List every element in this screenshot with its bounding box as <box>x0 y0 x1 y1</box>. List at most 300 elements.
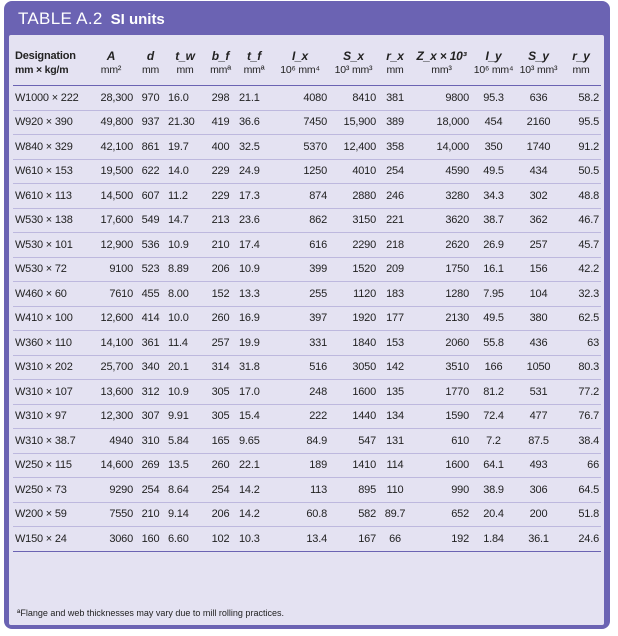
cell-iy: 1.84 <box>471 527 516 552</box>
cell-sx: 2880 <box>329 184 378 209</box>
cell-iy: 64.1 <box>471 453 516 478</box>
cell-rx: 209 <box>378 257 412 282</box>
cell-rx: 389 <box>378 110 412 135</box>
cell-sx: 1600 <box>329 380 378 405</box>
cell-iy: 49.5 <box>471 159 516 184</box>
cell-area: 25,700 <box>87 355 135 380</box>
col-header-sx <box>329 35 378 86</box>
header-unit: mm <box>386 64 404 76</box>
cell-sx: 1840 <box>329 331 378 356</box>
cell-rx: 114 <box>378 453 412 478</box>
cell-sx: 3150 <box>329 208 378 233</box>
cell-ry: 77.2 <box>561 380 601 405</box>
header-symbol: r_y <box>572 49 590 63</box>
cell-rx: 177 <box>378 306 412 331</box>
cell-designation: W1000 × 222 <box>13 86 87 111</box>
col-header-rx <box>378 35 412 86</box>
cell-flange-thickness: 10.9 <box>237 257 271 282</box>
header-unit: mm³ <box>431 64 452 76</box>
cell-depth: 340 <box>135 355 166 380</box>
cell-sy: 2160 <box>516 110 561 135</box>
cell-zx: 4590 <box>412 159 471 184</box>
cell-web-thickness: 21.30 <box>166 110 204 135</box>
cell-sy: 362 <box>516 208 561 233</box>
cell-zx: 1590 <box>412 404 471 429</box>
cell-flange-thickness: 22.1 <box>237 453 271 478</box>
cell-designation: W840 × 329 <box>13 135 87 160</box>
cell-rx: 134 <box>378 404 412 429</box>
cell-flange-width: 229 <box>204 159 237 184</box>
header-unit: mm × kg/m <box>15 64 69 76</box>
cell-sx: 1120 <box>329 282 378 307</box>
cell-rx: 142 <box>378 355 412 380</box>
cell-flange-thickness: 36.6 <box>237 110 271 135</box>
cell-iy: 7.2 <box>471 429 516 454</box>
cell-depth: 312 <box>135 380 166 405</box>
cell-ry: 38.4 <box>561 429 601 454</box>
cell-zx: 610 <box>412 429 471 454</box>
cell-rx: 358 <box>378 135 412 160</box>
cell-sy: 156 <box>516 257 561 282</box>
table-subtitle: SI units <box>110 11 165 28</box>
cell-ry: 50.5 <box>561 159 601 184</box>
cell-iy: 350 <box>471 135 516 160</box>
col-header-depth <box>135 35 166 86</box>
cell-depth: 861 <box>135 135 166 160</box>
cell-rx: 246 <box>378 184 412 209</box>
table-row <box>13 159 601 184</box>
cell-depth: 523 <box>135 257 166 282</box>
cell-sy: 380 <box>516 306 561 331</box>
cell-rx: 110 <box>378 478 412 503</box>
table-body <box>13 86 601 552</box>
table-row <box>13 86 601 111</box>
header-symbol: t_f <box>246 49 262 63</box>
cell-sy: 104 <box>516 282 561 307</box>
header-symbol: d <box>146 49 155 63</box>
table-row <box>13 233 601 258</box>
cell-web-thickness: 19.7 <box>166 135 204 160</box>
cell-ix: 60.8 <box>271 502 329 527</box>
cell-zx: 2130 <box>412 306 471 331</box>
cell-flange-width: 260 <box>204 306 237 331</box>
cell-area: 17,600 <box>87 208 135 233</box>
cell-sx: 167 <box>329 527 378 552</box>
cell-area: 7550 <box>87 502 135 527</box>
cell-flange-width: 206 <box>204 257 237 282</box>
cell-flange-width: 260 <box>204 453 237 478</box>
cell-zx: 3620 <box>412 208 471 233</box>
cell-flange-width: 254 <box>204 478 237 503</box>
cell-sx: 582 <box>329 502 378 527</box>
table-row <box>13 184 601 209</box>
cell-area: 9100 <box>87 257 135 282</box>
col-header-flange-thickness <box>237 35 271 86</box>
table-row <box>13 208 601 233</box>
cell-web-thickness: 11.4 <box>166 331 204 356</box>
cell-zx: 1770 <box>412 380 471 405</box>
cell-flange-width: 305 <box>204 404 237 429</box>
cell-flange-width: 314 <box>204 355 237 380</box>
cell-area: 49,800 <box>87 110 135 135</box>
cell-flange-width: 298 <box>204 86 237 111</box>
cell-iy: 7.95 <box>471 282 516 307</box>
cell-iy: 26.9 <box>471 233 516 258</box>
cell-designation: W250 × 73 <box>13 478 87 503</box>
cell-rx: 89.7 <box>378 502 412 527</box>
cell-sy: 436 <box>516 331 561 356</box>
cell-depth: 307 <box>135 404 166 429</box>
cell-ix: 516 <box>271 355 329 380</box>
col-header-area <box>87 35 135 86</box>
cell-zx: 2060 <box>412 331 471 356</box>
cell-iy: 34.3 <box>471 184 516 209</box>
cell-flange-thickness: 14.2 <box>237 478 271 503</box>
table-row <box>13 306 601 331</box>
cell-ry: 32.3 <box>561 282 601 307</box>
cell-flange-width: 152 <box>204 282 237 307</box>
table-row <box>13 110 601 135</box>
cell-sx: 1920 <box>329 306 378 331</box>
cell-ry: 66 <box>561 453 601 478</box>
cell-iy: 38.7 <box>471 208 516 233</box>
cell-ry: 62.5 <box>561 306 601 331</box>
header-symbol: r_x <box>386 49 404 63</box>
cell-area: 28,300 <box>87 86 135 111</box>
header-symbol: t_w <box>175 49 195 63</box>
cell-ry: 64.5 <box>561 478 601 503</box>
cell-ry: 42.2 <box>561 257 601 282</box>
cell-zx: 1280 <box>412 282 471 307</box>
cell-flange-thickness: 19.9 <box>237 331 271 356</box>
cell-zx: 1600 <box>412 453 471 478</box>
cell-sy: 1740 <box>516 135 561 160</box>
cell-depth: 254 <box>135 478 166 503</box>
cell-flange-thickness: 24.9 <box>237 159 271 184</box>
cell-iy: 72.4 <box>471 404 516 429</box>
cell-designation: W530 × 72 <box>13 257 87 282</box>
cell-zx: 14,000 <box>412 135 471 160</box>
table-row <box>13 404 601 429</box>
cell-ry: 95.5 <box>561 110 601 135</box>
cell-rx: 153 <box>378 331 412 356</box>
cell-designation: W460 × 60 <box>13 282 87 307</box>
cell-ry: 24.6 <box>561 527 601 552</box>
cell-sy: 306 <box>516 478 561 503</box>
cell-web-thickness: 16.0 <box>166 86 204 111</box>
cell-designation: W610 × 153 <box>13 159 87 184</box>
cell-zx: 990 <box>412 478 471 503</box>
cell-sx: 4010 <box>329 159 378 184</box>
cell-sy: 87.5 <box>516 429 561 454</box>
cell-designation: W310 × 97 <box>13 404 87 429</box>
cell-sx: 895 <box>329 478 378 503</box>
table-panel <box>9 35 604 625</box>
header-symbol: Designation <box>15 50 76 62</box>
cell-rx: 218 <box>378 233 412 258</box>
cell-sx: 3050 <box>329 355 378 380</box>
table-row <box>13 380 601 405</box>
cell-flange-thickness: 16.9 <box>237 306 271 331</box>
cell-web-thickness: 13.5 <box>166 453 204 478</box>
cell-flange-thickness: 17.3 <box>237 184 271 209</box>
cell-sx: 2290 <box>329 233 378 258</box>
header-unit: mm² <box>100 64 122 76</box>
col-header-ix <box>271 35 329 86</box>
cell-depth: 970 <box>135 86 166 111</box>
cell-zx: 192 <box>412 527 471 552</box>
cell-web-thickness: 5.84 <box>166 429 204 454</box>
cell-designation: W610 × 113 <box>13 184 87 209</box>
header-unit: mm <box>572 64 590 76</box>
cell-zx: 9800 <box>412 86 471 111</box>
table-row <box>13 478 601 503</box>
cell-rx: 66 <box>378 527 412 552</box>
cell-ry: 63 <box>561 331 601 356</box>
cell-depth: 607 <box>135 184 166 209</box>
header-symbol: Z_x × 10³ <box>416 49 467 63</box>
col-header-web-thickness <box>166 35 204 86</box>
cell-flange-width: 400 <box>204 135 237 160</box>
cell-depth: 361 <box>135 331 166 356</box>
cell-iy: 166 <box>471 355 516 380</box>
table-row <box>13 257 601 282</box>
cell-depth: 414 <box>135 306 166 331</box>
cell-flange-thickness: 17.4 <box>237 233 271 258</box>
cell-ix: 5370 <box>271 135 329 160</box>
cell-web-thickness: 10.0 <box>166 306 204 331</box>
cell-ix: 255 <box>271 282 329 307</box>
cell-ix: 189 <box>271 453 329 478</box>
col-header-designation <box>13 35 87 86</box>
cell-area: 42,100 <box>87 135 135 160</box>
cell-web-thickness: 20.1 <box>166 355 204 380</box>
cell-ry: 46.7 <box>561 208 601 233</box>
header-symbol: S_y <box>528 49 549 63</box>
cell-web-thickness: 8.64 <box>166 478 204 503</box>
cell-web-thickness: 8.89 <box>166 257 204 282</box>
cell-ix: 84.9 <box>271 429 329 454</box>
cell-flange-width: 102 <box>204 527 237 552</box>
cell-zx: 3510 <box>412 355 471 380</box>
table-number: TABLE A.2 <box>18 9 103 28</box>
cell-web-thickness: 11.2 <box>166 184 204 209</box>
table-title <box>18 7 165 31</box>
cell-iy: 81.2 <box>471 380 516 405</box>
cell-ry: 76.7 <box>561 404 601 429</box>
cell-depth: 310 <box>135 429 166 454</box>
header-unit: mm <box>176 64 194 76</box>
cell-area: 13,600 <box>87 380 135 405</box>
cell-ix: 862 <box>271 208 329 233</box>
table-row <box>13 331 601 356</box>
table-row <box>13 502 601 527</box>
cell-area: 7610 <box>87 282 135 307</box>
table-frame <box>4 1 610 629</box>
cell-designation: W360 × 110 <box>13 331 87 356</box>
cell-ry: 58.2 <box>561 86 601 111</box>
header-unit: 10⁶ mm⁴ <box>473 64 514 76</box>
cell-flange-width: 206 <box>204 502 237 527</box>
cell-designation: W310 × 38.7 <box>13 429 87 454</box>
cell-sx: 1410 <box>329 453 378 478</box>
cell-sx: 15,900 <box>329 110 378 135</box>
cell-web-thickness: 10.9 <box>166 380 204 405</box>
cell-zx: 2620 <box>412 233 471 258</box>
cell-iy: 95.3 <box>471 86 516 111</box>
cell-flange-thickness: 13.3 <box>237 282 271 307</box>
cell-area: 14,100 <box>87 331 135 356</box>
table-row <box>13 135 601 160</box>
cell-rx: 221 <box>378 208 412 233</box>
col-header-flange-width <box>204 35 237 86</box>
cell-rx: 135 <box>378 380 412 405</box>
cell-sx: 8410 <box>329 86 378 111</box>
cell-depth: 622 <box>135 159 166 184</box>
cell-ry: 48.8 <box>561 184 601 209</box>
cell-sy: 200 <box>516 502 561 527</box>
cell-web-thickness: 9.14 <box>166 502 204 527</box>
cell-ix: 874 <box>271 184 329 209</box>
table-row <box>13 453 601 478</box>
header-symbol: b_f <box>211 49 230 63</box>
cell-ix: 616 <box>271 233 329 258</box>
cell-iy: 49.5 <box>471 306 516 331</box>
header-symbol: A <box>106 49 116 63</box>
col-header-sy <box>516 35 561 86</box>
cell-iy: 16.1 <box>471 257 516 282</box>
cell-flange-width: 229 <box>204 184 237 209</box>
cell-zx: 3280 <box>412 184 471 209</box>
cell-ix: 331 <box>271 331 329 356</box>
cell-iy: 55.8 <box>471 331 516 356</box>
cell-ix: 7450 <box>271 110 329 135</box>
cell-flange-width: 210 <box>204 233 237 258</box>
cell-depth: 269 <box>135 453 166 478</box>
col-header-zx <box>412 35 471 86</box>
cell-depth: 210 <box>135 502 166 527</box>
cell-sy: 302 <box>516 184 561 209</box>
cell-designation: W310 × 202 <box>13 355 87 380</box>
col-header-iy <box>471 35 516 86</box>
cell-sy: 1050 <box>516 355 561 380</box>
header-symbol: I_y <box>485 49 502 63</box>
cell-ix: 248 <box>271 380 329 405</box>
cell-flange-thickness: 14.2 <box>237 502 271 527</box>
table-row <box>13 429 601 454</box>
col-header-ry <box>561 35 601 86</box>
cell-depth: 536 <box>135 233 166 258</box>
cell-flange-width: 213 <box>204 208 237 233</box>
cell-sy: 434 <box>516 159 561 184</box>
cell-area: 12,600 <box>87 306 135 331</box>
cell-ry: 45.7 <box>561 233 601 258</box>
cell-designation: W920 × 390 <box>13 110 87 135</box>
cell-zx: 1750 <box>412 257 471 282</box>
header-symbol: I_x <box>291 49 309 63</box>
cell-sy: 36.1 <box>516 527 561 552</box>
cell-iy: 20.4 <box>471 502 516 527</box>
header-unit: 10³ mm³ <box>334 64 373 76</box>
cell-flange-thickness: 21.1 <box>237 86 271 111</box>
cell-designation: W310 × 107 <box>13 380 87 405</box>
cell-flange-thickness: 10.3 <box>237 527 271 552</box>
cell-designation: W530 × 138 <box>13 208 87 233</box>
cell-ix: 397 <box>271 306 329 331</box>
table-row <box>13 527 601 552</box>
cell-sx: 12,400 <box>329 135 378 160</box>
cell-flange-width: 419 <box>204 110 237 135</box>
cell-sx: 547 <box>329 429 378 454</box>
cell-area: 9290 <box>87 478 135 503</box>
cell-web-thickness: 8.00 <box>166 282 204 307</box>
cell-rx: 254 <box>378 159 412 184</box>
cell-ry: 80.3 <box>561 355 601 380</box>
header-unit: mmª <box>243 64 265 76</box>
cell-depth: 549 <box>135 208 166 233</box>
header-symbol: S_x <box>343 49 364 63</box>
cell-ix: 113 <box>271 478 329 503</box>
cell-designation: W150 × 24 <box>13 527 87 552</box>
header-row <box>13 35 601 86</box>
cell-designation: W410 × 100 <box>13 306 87 331</box>
cell-ix: 399 <box>271 257 329 282</box>
cell-depth: 937 <box>135 110 166 135</box>
cell-flange-width: 305 <box>204 380 237 405</box>
cell-flange-thickness: 17.0 <box>237 380 271 405</box>
header-unit: 10³ mm³ <box>519 64 558 76</box>
cell-area: 12,300 <box>87 404 135 429</box>
cell-sy: 493 <box>516 453 561 478</box>
cell-area: 14,600 <box>87 453 135 478</box>
cell-area: 3060 <box>87 527 135 552</box>
cell-web-thickness: 14.7 <box>166 208 204 233</box>
cell-web-thickness: 6.60 <box>166 527 204 552</box>
header-unit: 10⁶ mm⁴ <box>280 64 320 76</box>
cell-web-thickness: 14.0 <box>166 159 204 184</box>
cell-ix: 1250 <box>271 159 329 184</box>
cell-iy: 38.9 <box>471 478 516 503</box>
cell-flange-thickness: 32.5 <box>237 135 271 160</box>
footnote: ªFlange and web thicknesses may vary due to mill rolling practices. <box>17 608 284 618</box>
cell-flange-thickness: 15.4 <box>237 404 271 429</box>
cell-depth: 455 <box>135 282 166 307</box>
cell-area: 19,500 <box>87 159 135 184</box>
cell-flange-thickness: 23.6 <box>237 208 271 233</box>
cell-area: 12,900 <box>87 233 135 258</box>
cell-ry: 91.2 <box>561 135 601 160</box>
cell-iy: 454 <box>471 110 516 135</box>
cell-designation: W530 × 101 <box>13 233 87 258</box>
cell-area: 4940 <box>87 429 135 454</box>
cell-flange-width: 257 <box>204 331 237 356</box>
cell-sx: 1440 <box>329 404 378 429</box>
cell-flange-thickness: 31.8 <box>237 355 271 380</box>
cell-rx: 131 <box>378 429 412 454</box>
cell-ry: 51.8 <box>561 502 601 527</box>
cell-ix: 13.4 <box>271 527 329 552</box>
cell-rx: 183 <box>378 282 412 307</box>
cell-area: 14,500 <box>87 184 135 209</box>
cell-sy: 636 <box>516 86 561 111</box>
cell-web-thickness: 10.9 <box>166 233 204 258</box>
header-unit: mm <box>141 64 160 76</box>
si-units-table <box>13 35 601 552</box>
cell-zx: 18,000 <box>412 110 471 135</box>
cell-rx: 381 <box>378 86 412 111</box>
cell-flange-width: 165 <box>204 429 237 454</box>
cell-flange-thickness: 9.65 <box>237 429 271 454</box>
